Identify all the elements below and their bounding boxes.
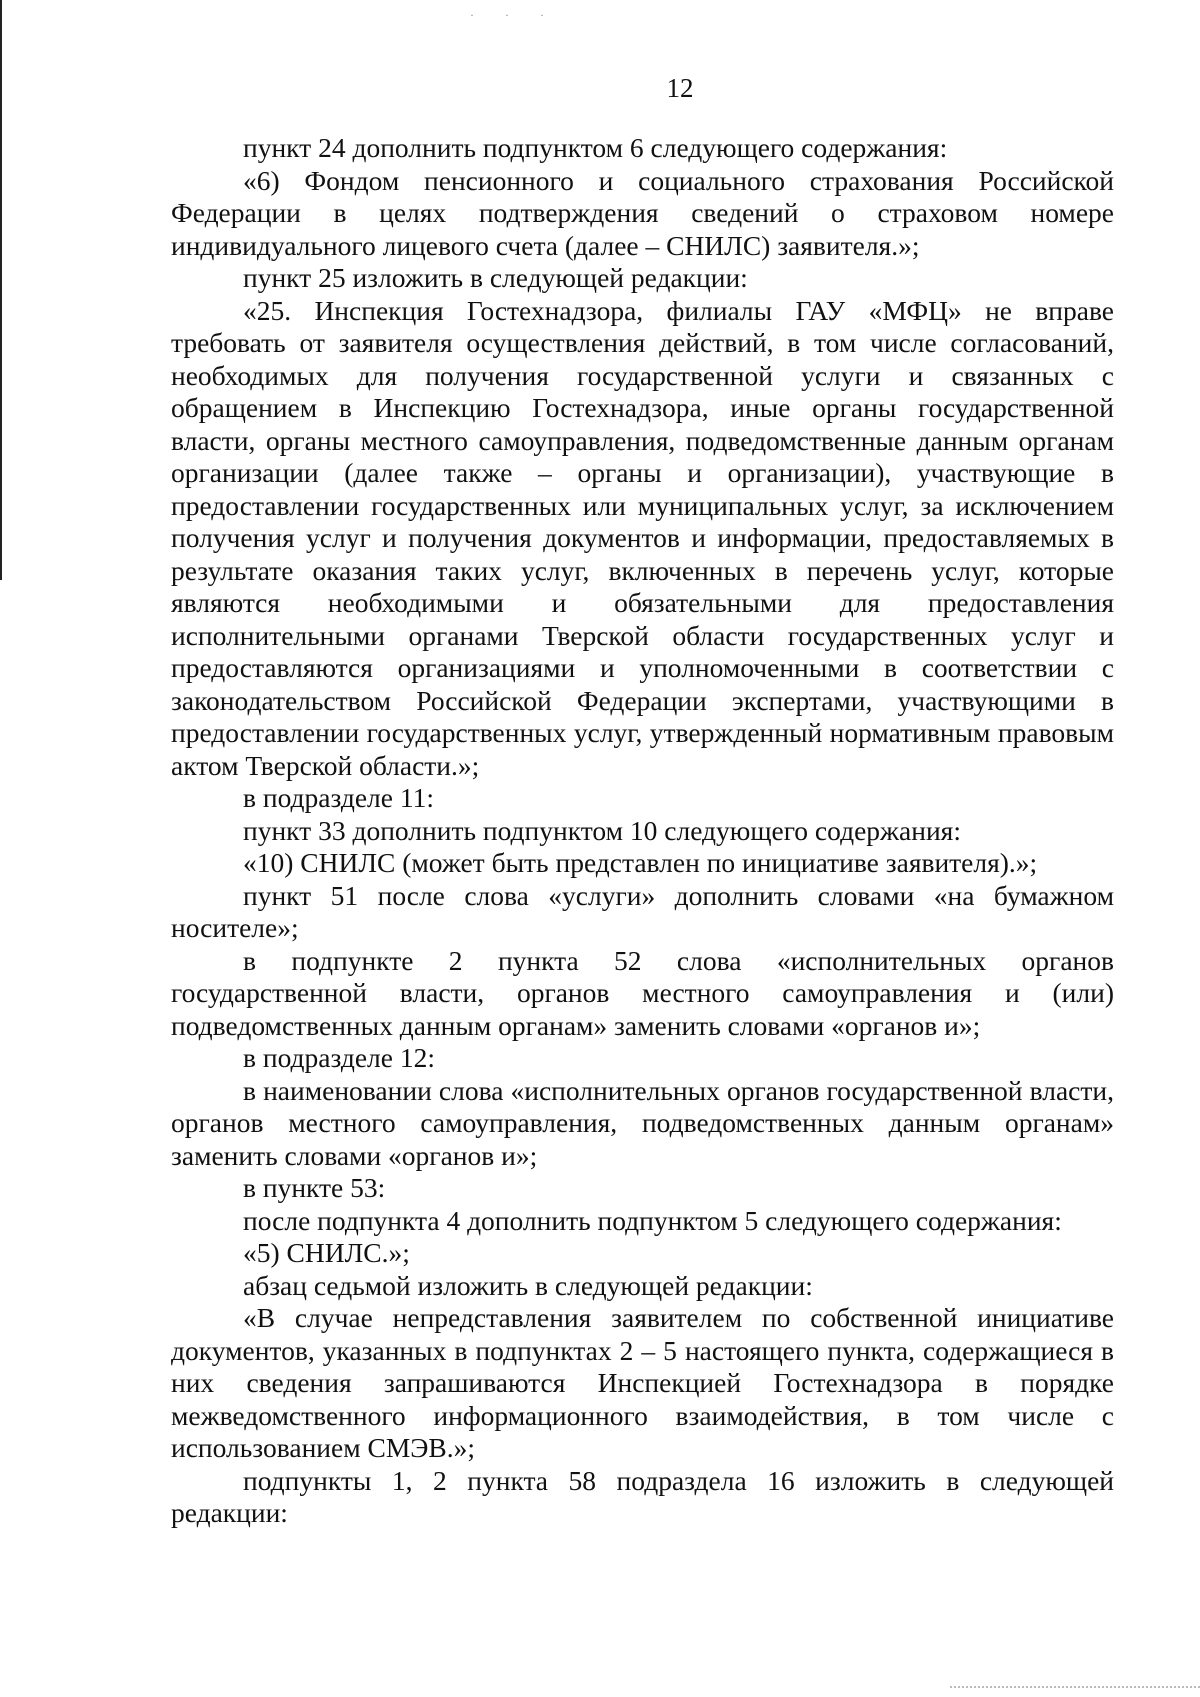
paragraph: в наименовании слова «исполнительных органов государственной власти, органов местного самоуправления, подведомственных данным органам» заменить словами «органов и»; [171, 1074, 1114, 1171]
paragraph: «6) Фондом пенсионного и социального страхования Российской Федерации в целях подтверждения сведений о страховом номере индивидуального лицевого счета (далее – СНИЛС) заявителя.»; [171, 164, 1114, 261]
paragraph: «25. Инспекция Гостехнадзора, филиалы ГАУ «МФЦ» не вправе требовать от заявителя осуществления действий, в том числе согласований, необходимых для получения государственной услуги и связанных с обращением в Инспекцию Гостехнадзора, иные органы государственной власти, органы местного самоуправления, подведомственные данным органам организации (далее также – органы и организации), участвующие в предоставлении государственных или муниципальных услуг, за исключением получения услуг и получения документов и информации, предоставляемых в результате оказания таких услуг, включенных в перечень услуг, которые являются необходимыми и обязательными для предоставления исполнительными органами Тверской области государственных услуг и предоставляются организациями и уполномоченными в соответствии с законодательством Российской Федерации экспертами, участвующими в предоставлении государственных услуг, утвержденный нормативным правовым актом Тверской области.»; [171, 294, 1114, 781]
paragraph: подпункты 1, 2 пункта 58 подраздела 16 изложить в следующей редакции: [171, 1464, 1114, 1528]
page-number: 12 [666, 73, 694, 103]
paragraph: абзац седьмой изложить в следующей редакции: [243, 1269, 813, 1301]
scan-artifact-dots: · · · [470, 8, 558, 22]
scan-artifact-line [950, 1686, 1200, 1688]
paragraph: в подразделе 12: [243, 1042, 435, 1073]
paragraph: в подразделе 11: [243, 782, 434, 813]
paragraph: пункт 25 изложить в следующей редакции: [243, 262, 748, 293]
paragraph: «В случае непредставления заявителем по собственной инициативе документов, указанных в подпунктах 2 – 5 настоящего пункта, содержащиеся в них сведения запрашиваются Инспекцией Гостехнадзора в порядке межведомственного информационного взаимодействия, в том числе с использованием СМЭВ.»; [171, 1302, 1114, 1463]
paragraph: в пункте 53: [243, 1172, 386, 1203]
paragraph: в подпункте 2 пункта 52 слова «исполнительных органов государственной власти, органов местного самоуправления и (или) подведомственных данным органам» заменить словами «органов и»; [171, 944, 1114, 1041]
paragraph: «10) СНИЛС (может быть представлен по инициативе заявителя).»; [243, 847, 1038, 878]
document-body [171, 132, 1114, 1530]
paragraph: пункт 24 дополнить подпунктом 6 следующего содержания: [243, 132, 948, 163]
paragraph: «5) СНИЛС.»; [243, 1237, 410, 1268]
paragraph: после подпункта 4 дополнить подпунктом 5 следующего содержания: [243, 1204, 1062, 1236]
paragraph: пункт 33 дополнить подпунктом 10 следующего содержания: [243, 814, 961, 846]
paragraph: пункт 51 после слова «услуги» дополнить словами «на бумажном носителе»; [171, 879, 1114, 943]
